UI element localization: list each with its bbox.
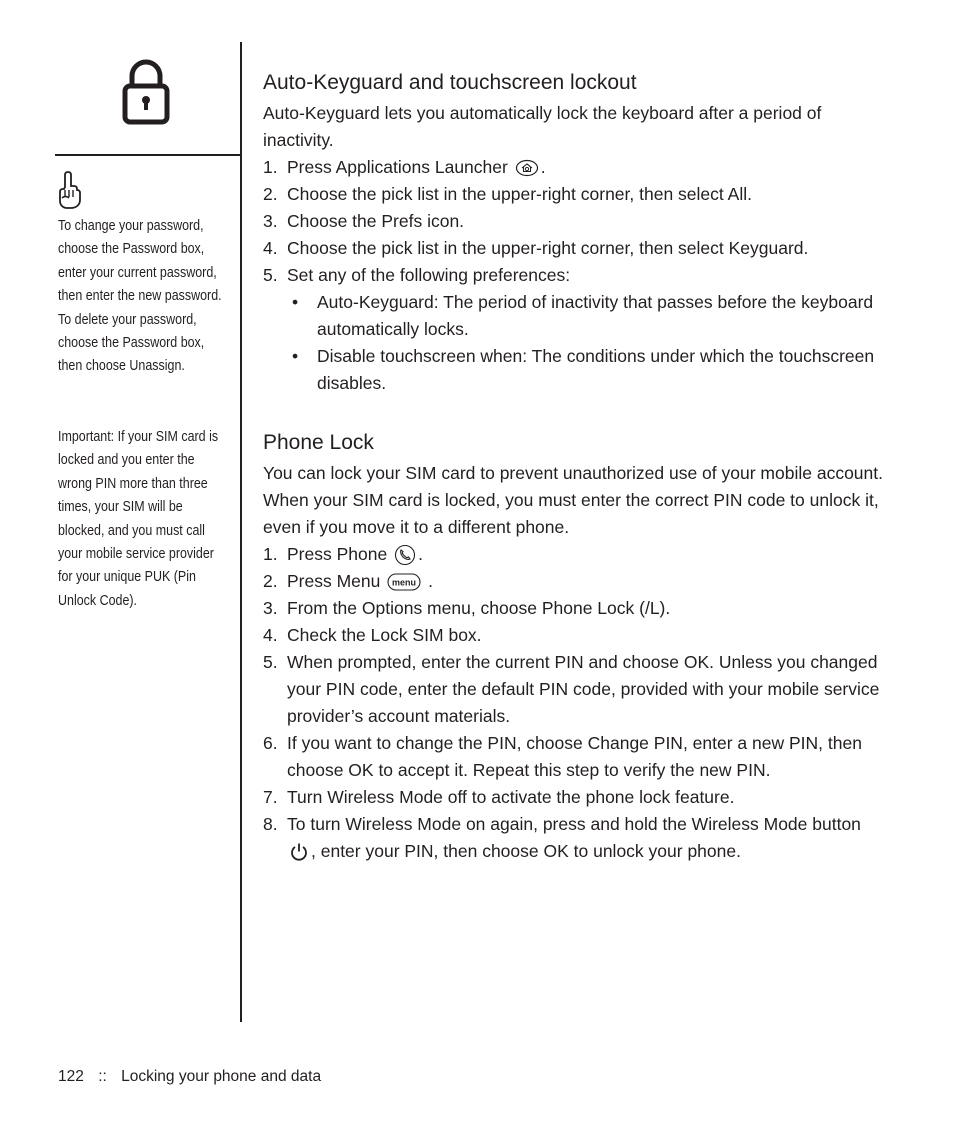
list-item: 6. If you want to change the PIN, choose Change PIN, enter a new PIN, then choose OK to accept it. Repeat this step to verify the new PIN. xyxy=(263,733,862,780)
vertical-divider xyxy=(240,42,242,1022)
phone-key-icon xyxy=(394,544,416,566)
footer-separator: :: xyxy=(98,1068,107,1085)
menu-key-icon xyxy=(387,572,421,592)
list-item: • Disable touchscreen when: The conditions under which the touchscreen disables. xyxy=(292,346,875,393)
list-item: 4. Check the Lock SIM box. xyxy=(263,625,482,645)
list-item: 2. Press Menu menu . xyxy=(263,571,433,591)
list-item: 1. Press Phone . xyxy=(263,541,883,568)
list-item: 2. Choose the pick list in the upper-right corner, then select All. xyxy=(263,184,752,204)
sidebar-tip-password: To change your password, choose the Password box, enter your current password, then enter the new password. To delete your password, choose the Password box, then choose Unassign. xyxy=(58,218,222,375)
section-heading-auto-keyguard: Auto-Keyguard and touchscreen lockout xyxy=(263,71,637,94)
steps-list xyxy=(263,541,883,865)
section-intro: Auto-Keyguard lets you automatically lock the keyboard after a period of inactivity. xyxy=(263,103,822,150)
page-number: 122 xyxy=(58,1068,84,1085)
padlock-icon xyxy=(122,58,170,126)
pointing-hand-icon xyxy=(58,170,82,210)
list-item: 1. Press Applications Launcher . xyxy=(263,157,546,177)
list-item: 7. Turn Wireless Mode off to activate the phone lock feature. xyxy=(263,787,735,807)
list-item: 4. Choose the pick list in the upper-right corner, then select Keyguard. xyxy=(263,238,809,258)
list-item: 3. From the Options menu, choose Phone Lock (/L). xyxy=(263,598,671,618)
power-icon xyxy=(289,842,309,862)
list-item: 8. To turn Wireless Mode on again, press and hold the Wireless Mode button , enter your PIN, then choose OK to unlock your phone. xyxy=(263,814,861,861)
main-content xyxy=(263,66,883,865)
preferences-list xyxy=(263,289,883,397)
list-item: 3. Choose the Prefs icon. xyxy=(263,211,465,231)
sidebar-tip-important: Important: If your SIM card is locked and you enter the wrong PIN more than three times, your SIM will be blocked, and you must call your mobile service provider for your unique PUK (Pin Unlock Code). xyxy=(58,429,219,609)
section-intro: You can lock your SIM card to prevent unauthorized use of your mobile account. When your SIM card is locked, you must enter the correct PIN code to unlock it, even if you move it to a different phone. xyxy=(263,463,883,537)
menu-key-label: menu xyxy=(392,577,417,588)
sidebar-divider xyxy=(55,154,241,156)
applications-launcher-icon xyxy=(515,159,539,177)
section-heading-phone-lock: Phone Lock xyxy=(263,431,374,454)
chapter-title: Locking your phone and data xyxy=(121,1068,322,1085)
page-footer xyxy=(58,1068,331,1086)
list-item: • Auto-Keyguard: The period of inactivity that passes before the keyboard automatically locks. xyxy=(292,292,874,339)
list-item: 5. When prompted, enter the current PIN and choose OK. Unless you changed your PIN code, enter the default PIN code, provided with your mobile service provider’s account materials. xyxy=(263,652,880,726)
list-item: 5. Set any of the following preferences: xyxy=(263,265,571,285)
steps-list xyxy=(263,154,883,289)
